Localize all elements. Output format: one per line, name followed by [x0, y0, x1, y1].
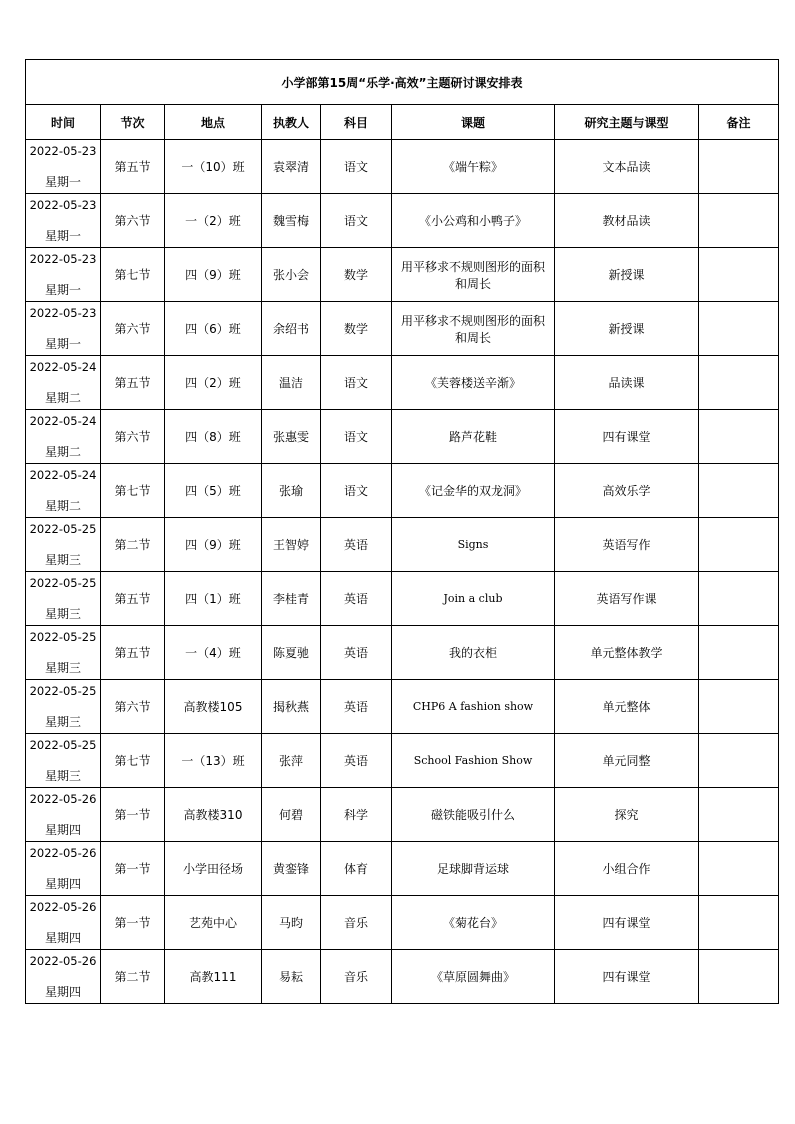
cell-time [26, 680, 101, 734]
cell-teacher: 袁翠清 [262, 140, 321, 194]
cell-period: 第七节 [101, 734, 165, 788]
cell-location: 高教楼105 [165, 680, 262, 734]
cell-period: 第一节 [101, 896, 165, 950]
table-row [26, 356, 779, 410]
cell-date: 2022-05-23 [29, 198, 97, 212]
header-period: 节次 [101, 105, 165, 140]
table-row [26, 410, 779, 464]
cell-period: 第六节 [101, 410, 165, 464]
cell-topic: School Fashion Show [392, 734, 555, 788]
cell-teacher: 张瑜 [262, 464, 321, 518]
cell-note [699, 788, 779, 842]
cell-location: 四（1）班 [165, 572, 262, 626]
cell-weekday: 星期三 [44, 607, 81, 621]
cell-date: 2022-05-25 [29, 522, 97, 536]
cell-subject: 音乐 [321, 896, 392, 950]
cell-weekday: 星期三 [44, 769, 81, 783]
cell-location: 一（4）班 [165, 626, 262, 680]
cell-teacher: 温洁 [262, 356, 321, 410]
cell-note [699, 464, 779, 518]
cell-teacher: 张惠雯 [262, 410, 321, 464]
cell-date: 2022-05-26 [29, 846, 97, 860]
table-row [26, 680, 779, 734]
cell-teacher: 李桂青 [262, 572, 321, 626]
cell-note [699, 410, 779, 464]
cell-note [699, 734, 779, 788]
cell-date: 2022-05-24 [29, 414, 97, 428]
cell-period: 第二节 [101, 950, 165, 1004]
cell-teacher: 魏雪梅 [262, 194, 321, 248]
header-note: 备注 [699, 105, 779, 140]
cell-topic: 《芙蓉楼送辛渐》 [392, 356, 555, 410]
cell-weekday: 星期二 [44, 391, 81, 405]
cell-note [699, 572, 779, 626]
cell-subject: 英语 [321, 626, 392, 680]
cell-weekday: 星期三 [44, 661, 81, 675]
cell-theme: 单元整体 [555, 680, 699, 734]
table-row [26, 518, 779, 572]
cell-teacher: 何碧 [262, 788, 321, 842]
cell-date: 2022-05-26 [29, 792, 97, 806]
cell-date: 2022-05-25 [29, 684, 97, 698]
cell-weekday: 星期四 [44, 985, 81, 999]
cell-subject: 语文 [321, 464, 392, 518]
cell-subject: 英语 [321, 734, 392, 788]
cell-time [26, 788, 101, 842]
cell-theme: 单元同整 [555, 734, 699, 788]
cell-date: 2022-05-26 [29, 900, 97, 914]
cell-subject: 数学 [321, 302, 392, 356]
cell-topic: Signs [392, 518, 555, 572]
cell-topic: 用平移求不规则图形的面积和周长 [392, 302, 555, 356]
cell-date: 2022-05-23 [29, 306, 97, 320]
cell-weekday: 星期一 [44, 283, 81, 297]
cell-date: 2022-05-24 [29, 468, 97, 482]
cell-theme: 四有课堂 [555, 410, 699, 464]
cell-note [699, 626, 779, 680]
cell-location: 四（9）班 [165, 248, 262, 302]
cell-topic: 足球脚背运球 [392, 842, 555, 896]
cell-teacher: 揭秋燕 [262, 680, 321, 734]
cell-location: 四（6）班 [165, 302, 262, 356]
cell-topic: 磁铁能吸引什么 [392, 788, 555, 842]
cell-period: 第五节 [101, 572, 165, 626]
cell-subject: 数学 [321, 248, 392, 302]
cell-location: 小学田径场 [165, 842, 262, 896]
cell-period: 第七节 [101, 248, 165, 302]
cell-time [26, 302, 101, 356]
cell-subject: 语文 [321, 140, 392, 194]
table-row [26, 896, 779, 950]
cell-theme: 品读课 [555, 356, 699, 410]
header-location: 地点 [165, 105, 262, 140]
header-teacher: 执教人 [262, 105, 321, 140]
cell-location: 高教楼310 [165, 788, 262, 842]
cell-weekday: 星期一 [44, 175, 81, 189]
cell-location: 一（13）班 [165, 734, 262, 788]
cell-theme: 英语写作 [555, 518, 699, 572]
cell-period: 第六节 [101, 194, 165, 248]
cell-teacher: 张小会 [262, 248, 321, 302]
table-row [26, 734, 779, 788]
table-row [26, 950, 779, 1004]
cell-theme: 高效乐学 [555, 464, 699, 518]
cell-location: 一（2）班 [165, 194, 262, 248]
table-row [26, 302, 779, 356]
header-topic: 课题 [392, 105, 555, 140]
cell-period: 第七节 [101, 464, 165, 518]
table-row [26, 248, 779, 302]
cell-theme: 四有课堂 [555, 896, 699, 950]
cell-period: 第一节 [101, 788, 165, 842]
cell-note [699, 896, 779, 950]
cell-weekday: 星期三 [44, 715, 81, 729]
cell-teacher: 王智婷 [262, 518, 321, 572]
cell-period: 第六节 [101, 680, 165, 734]
cell-location: 四（2）班 [165, 356, 262, 410]
cell-date: 2022-05-26 [29, 954, 97, 968]
cell-theme: 探究 [555, 788, 699, 842]
cell-weekday: 星期四 [44, 823, 81, 837]
cell-theme: 新授课 [555, 302, 699, 356]
cell-subject: 英语 [321, 518, 392, 572]
cell-teacher: 马昀 [262, 896, 321, 950]
cell-location: 高教111 [165, 950, 262, 1004]
cell-topic: CHP6 A fashion show [392, 680, 555, 734]
cell-location: 艺苑中心 [165, 896, 262, 950]
cell-theme: 教材品读 [555, 194, 699, 248]
cell-time [26, 626, 101, 680]
cell-time [26, 140, 101, 194]
cell-topic: 用平移求不规则图形的面积和周长 [392, 248, 555, 302]
cell-subject: 体育 [321, 842, 392, 896]
cell-subject: 英语 [321, 572, 392, 626]
header-theme: 研究主题与课型 [555, 105, 699, 140]
cell-time [26, 734, 101, 788]
cell-note [699, 680, 779, 734]
cell-time [26, 356, 101, 410]
schedule-table [25, 59, 779, 1004]
cell-date: 2022-05-23 [29, 144, 97, 158]
cell-location: 一（10）班 [165, 140, 262, 194]
cell-subject: 语文 [321, 356, 392, 410]
cell-weekday: 星期二 [44, 445, 81, 459]
cell-note [699, 950, 779, 1004]
cell-teacher: 易耘 [262, 950, 321, 1004]
cell-teacher: 余绍书 [262, 302, 321, 356]
cell-date: 2022-05-25 [29, 738, 97, 752]
cell-location: 四（9）班 [165, 518, 262, 572]
header-subject: 科目 [321, 105, 392, 140]
table-row [26, 788, 779, 842]
table-title: 小学部第15周“乐学·高效”主题研讨课安排表 [26, 60, 779, 105]
cell-weekday: 星期二 [44, 499, 81, 513]
cell-period: 第五节 [101, 140, 165, 194]
cell-subject: 科学 [321, 788, 392, 842]
cell-weekday: 星期一 [44, 229, 81, 243]
cell-teacher: 张萍 [262, 734, 321, 788]
cell-note [699, 842, 779, 896]
cell-time [26, 950, 101, 1004]
cell-time [26, 464, 101, 518]
table-row [26, 140, 779, 194]
cell-period: 第一节 [101, 842, 165, 896]
cell-theme: 单元整体教学 [555, 626, 699, 680]
cell-period: 第二节 [101, 518, 165, 572]
header-time: 时间 [26, 105, 101, 140]
cell-time [26, 518, 101, 572]
cell-period: 第六节 [101, 302, 165, 356]
cell-weekday: 星期一 [44, 337, 81, 351]
cell-time [26, 248, 101, 302]
cell-theme: 小组合作 [555, 842, 699, 896]
cell-note [699, 248, 779, 302]
cell-subject: 语文 [321, 194, 392, 248]
cell-note [699, 356, 779, 410]
cell-note [699, 302, 779, 356]
cell-period: 第五节 [101, 626, 165, 680]
cell-time [26, 572, 101, 626]
cell-note [699, 518, 779, 572]
cell-subject: 英语 [321, 680, 392, 734]
cell-note [699, 194, 779, 248]
cell-topic: 《小公鸡和小鸭子》 [392, 194, 555, 248]
cell-date: 2022-05-25 [29, 630, 97, 644]
cell-date: 2022-05-25 [29, 576, 97, 590]
cell-theme: 文本品读 [555, 140, 699, 194]
cell-theme: 四有课堂 [555, 950, 699, 1004]
cell-period: 第五节 [101, 356, 165, 410]
cell-subject: 语文 [321, 410, 392, 464]
cell-date: 2022-05-23 [29, 252, 97, 266]
table-row [26, 194, 779, 248]
table-row [26, 572, 779, 626]
cell-topic: 《菊花台》 [392, 896, 555, 950]
cell-weekday: 星期三 [44, 553, 81, 567]
cell-note [699, 140, 779, 194]
cell-time [26, 410, 101, 464]
cell-time [26, 194, 101, 248]
cell-topic: Join a club [392, 572, 555, 626]
cell-topic: 我的衣柜 [392, 626, 555, 680]
cell-theme: 英语写作课 [555, 572, 699, 626]
cell-topic: 《记金华的双龙洞》 [392, 464, 555, 518]
cell-date: 2022-05-24 [29, 360, 97, 374]
cell-topic: 《端午粽》 [392, 140, 555, 194]
table-row [26, 464, 779, 518]
cell-weekday: 星期四 [44, 877, 81, 891]
table-row [26, 626, 779, 680]
cell-topic: 路芦花鞋 [392, 410, 555, 464]
header-row [26, 105, 779, 140]
cell-location: 四（5）班 [165, 464, 262, 518]
cell-location: 四（8）班 [165, 410, 262, 464]
cell-teacher: 陈夏驰 [262, 626, 321, 680]
table-row [26, 842, 779, 896]
cell-theme: 新授课 [555, 248, 699, 302]
cell-time [26, 896, 101, 950]
cell-topic: 《草原圆舞曲》 [392, 950, 555, 1004]
cell-subject: 音乐 [321, 950, 392, 1004]
cell-teacher: 黄銮锋 [262, 842, 321, 896]
cell-time [26, 842, 101, 896]
cell-weekday: 星期四 [44, 931, 81, 945]
